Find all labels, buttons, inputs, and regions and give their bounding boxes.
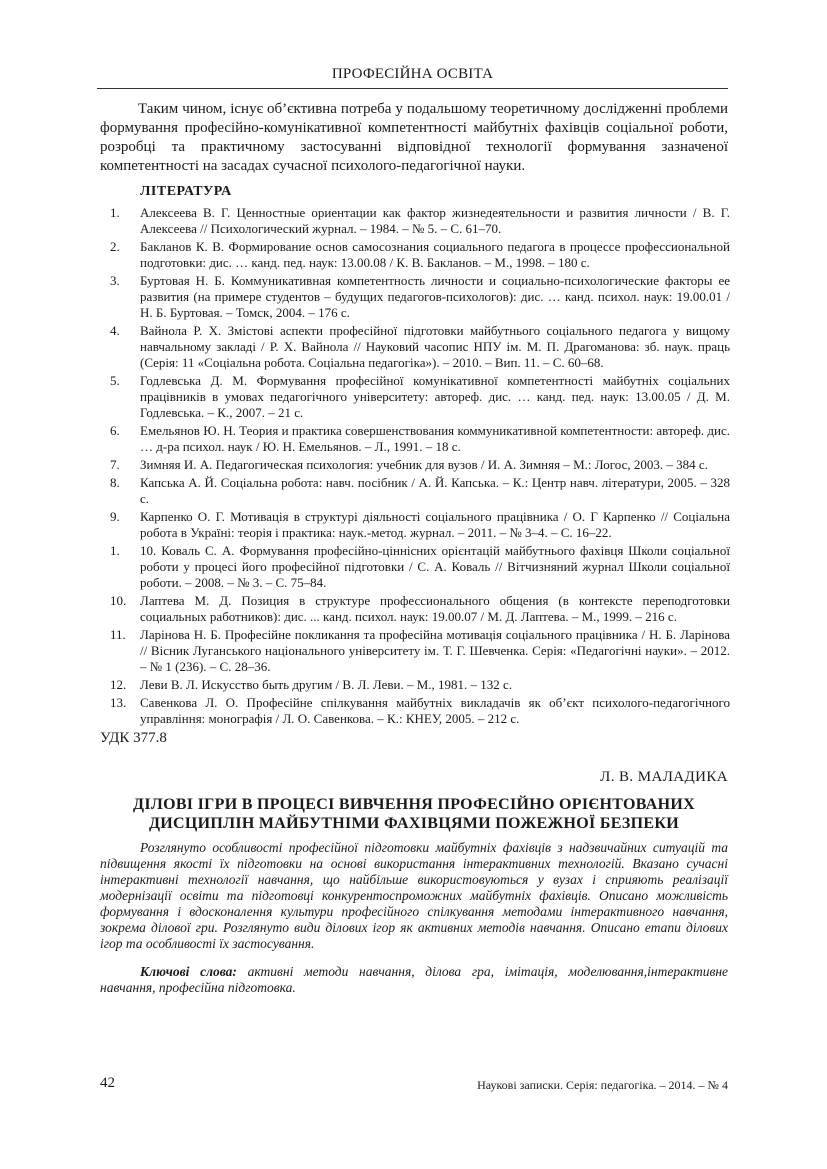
reference-text: Годлевська Д. М. Формування професійної комунікативної компетентності майбутніх соціальних працівників в умовах педагогічного університету: автореф. дис. … канд. пед. наук: 13.00.05 / Д. М. Годлевська. – К., 2007. – 21 с. <box>140 373 730 420</box>
reference-item <box>102 205 730 237</box>
reference-text: Лаптева М. Д. Позиция в структуре профессионального общения (в контексте переподготовки социальных работников): дис. ... канд. психол. наук: 19.00.07 / М. Д. Лаптева. – М., 1999. – 216 с. <box>140 593 730 624</box>
article-title: ДІЛОВІ ІГРИ В ПРОЦЕСІ ВИВЧЕННЯ ПРОФЕСІЙНО ОРІЄНТОВАНИХ ДИСЦИПЛІН МАЙБУТНІМИ ФАХІВЦЯМИ ПОЖЕЖНОЇ БЕЗПЕКИ <box>133 796 695 832</box>
reference-text: Зимняя И. А. Педагогическая психология: учебник для вузов / И. А. Зимняя – М.: Логос, 2003. – 384 с. <box>140 457 708 472</box>
reference-number: 10. <box>110 593 127 608</box>
literature-heading: ЛІТЕРАТУРА <box>140 184 232 199</box>
reference-item <box>102 475 730 507</box>
reference-item <box>102 509 730 541</box>
reference-text: Емельянов Ю. Н. Теория и практика совершенствования коммуникативной компетентности: автореф. дис. … д-ра психол. наук / Ю. Н. Емельянов. – Л., 1991. – 18 с. <box>140 423 730 454</box>
reference-item <box>102 677 730 693</box>
udk-code: УДК 377.8 <box>100 730 167 746</box>
reference-text: Бакланов К. В. Формирование основ самосознания социального педагога в процессе профессиональной подготовки: дис. … канд. пед. наук: 13.00.08 / К. В. Бакланов. – М., 1998. – 180 с. <box>140 239 730 270</box>
reference-item <box>102 695 730 727</box>
reference-item <box>102 273 730 321</box>
reference-number: 11. <box>110 627 126 642</box>
reference-text: Вайнола Р. Х. Змістові аспекти професійної підготовки майбутнього соціального педагога у вищому навчальному закладі / Р. Х. Вайнола // Науковий часопис НПУ ім. М. П. Драгоманова: зб. наук. праць (Серія: 11 «Соціальна робота. Соціальна педагогіка»). – 2010. – Вип. 11. – С. 60–68. <box>140 323 730 370</box>
reference-text: Савенкова Л. О. Професійне спілкування майбутніх викладачів як об’єкт психолого-педагогічного управління: монографія / Л. О. Савенкова. – К.: КНЕУ, 2005. – 212 с. <box>140 695 730 726</box>
reference-item <box>102 423 730 455</box>
reference-item <box>102 627 730 675</box>
reference-number: 7. <box>110 457 120 472</box>
reference-item <box>102 373 730 421</box>
keywords-text: активні методи навчання, ділова гра, імітація, моделювання,інтерактивне навчання, професійна підготовка. <box>100 964 729 995</box>
reference-text: Алексеева В. Г. Ценностные ориентации как фактор жизнедеятельности и развития личности / В. Г. Алексеева // Психологический журнал. – 1984. – № 5. – С. 61–70. <box>140 205 730 236</box>
reference-number: 1. <box>110 543 120 558</box>
reference-text: Ларінова Н. Б. Професійне покликання та професійна мотивація соціального працівника / Н. Б. Ларінова // Вісник Луганського національного університету ім. Т. Г. Шевченка. Серія: «Педагогічні науки». – 2012. – № 1 (236). – С. 28–36. <box>140 627 730 674</box>
reference-item <box>102 457 730 473</box>
keywords-label: Ключові слова: <box>140 964 237 979</box>
reference-number: 13. <box>110 695 127 710</box>
reference-number: 3. <box>110 273 120 288</box>
header-divider <box>97 88 728 89</box>
reference-number: 4. <box>110 323 120 338</box>
reference-text: Капська А. Й. Соціальна робота: навч. посібник / А. Й. Капська. – К.: Центр навч. літератури, 2005. – 328 с. <box>140 475 730 506</box>
reference-item <box>102 239 730 271</box>
reference-number: 2. <box>110 239 120 254</box>
keywords-paragraph <box>100 964 728 996</box>
reference-number: 5. <box>110 373 120 388</box>
article-abstract: Розглянуто особливості професійної підготовки майбутніх фахівців з надзвичайних ситуацій та підвищення якості їх підготовки на основі використання інтерактивних технологій. Вказано сучасні інтерактивні технології навчання, що найбільше використовуються у вузах і сприяють реалізації модернізації освіти та підготовці конкурентоспроможних майбутніх фахівців. Описано можливість формування і вдосконалення культури професійного спілкування методами інтерактивного навчання, зокрема ділової гри. Розглянуто види ділових ігор як активних методів навчання. Описано етапи ділових ігор та особливості їх застосування. <box>100 840 728 951</box>
reference-item <box>102 543 730 591</box>
article-author: Л. В. МАЛАДИКА <box>600 769 728 785</box>
reference-text: Буртовая Н. Б. Коммуникативная компетентность личности и социально-психологические факторы ее развития (на примере студентов – будущих педагогов-психологов): дис. … канд. психол. наук: 19.00.01 / Н. Б. Буртовая. – Томск, 2004. – 176 с. <box>140 273 730 320</box>
reference-text: 10. Коваль С. А. Формування професійно-ціннісних орієнтацій майбутнього фахівця Школи соціальної роботи у процесі його професійної підготовки / С. А. Коваль // Вітчизняний журнал Школи соціальної роботи. – 2008. – № 3. – С. 75–84. <box>140 543 730 590</box>
reference-number: 9. <box>110 509 120 524</box>
journal-footer: Наукові записки. Серія: педагогіка. – 2014. – № 4 <box>477 1078 728 1092</box>
reference-number: 6. <box>110 423 120 438</box>
reference-number: 12. <box>110 677 127 692</box>
intro-paragraph: Таким чином, існує об’єктивна потреба у подальшому теоретичному дослідженні проблеми формування професійно-комунікативної компетентності майбутніх фахівців соціальної роботи, розробці та практичному застосуванні відповідної технології формування зазначеної компетентності на засадах сучасної психолого-педагогічної науки. <box>100 101 728 174</box>
page-number: 42 <box>100 1075 115 1091</box>
references-list <box>102 205 730 729</box>
reference-text: Леви В. Л. Искусство быть другим / В. Л. Леви. – М., 1981. – 132 с. <box>140 677 513 692</box>
reference-number: 1. <box>110 205 120 220</box>
reference-item <box>102 593 730 625</box>
running-header-title: ПРОФЕСІЙНА ОСВІТА <box>331 66 494 82</box>
reference-item <box>102 323 730 371</box>
reference-number: 8. <box>110 475 120 490</box>
reference-text: Карпенко О. Г. Мотивація в структурі діяльності соціального працівника / О. Г Карпенко // Соціальна робота в Україні: теорія і практика: наук.-метод. журнал. – 2011. – № 3–4. – С. 16–22. <box>140 509 730 540</box>
